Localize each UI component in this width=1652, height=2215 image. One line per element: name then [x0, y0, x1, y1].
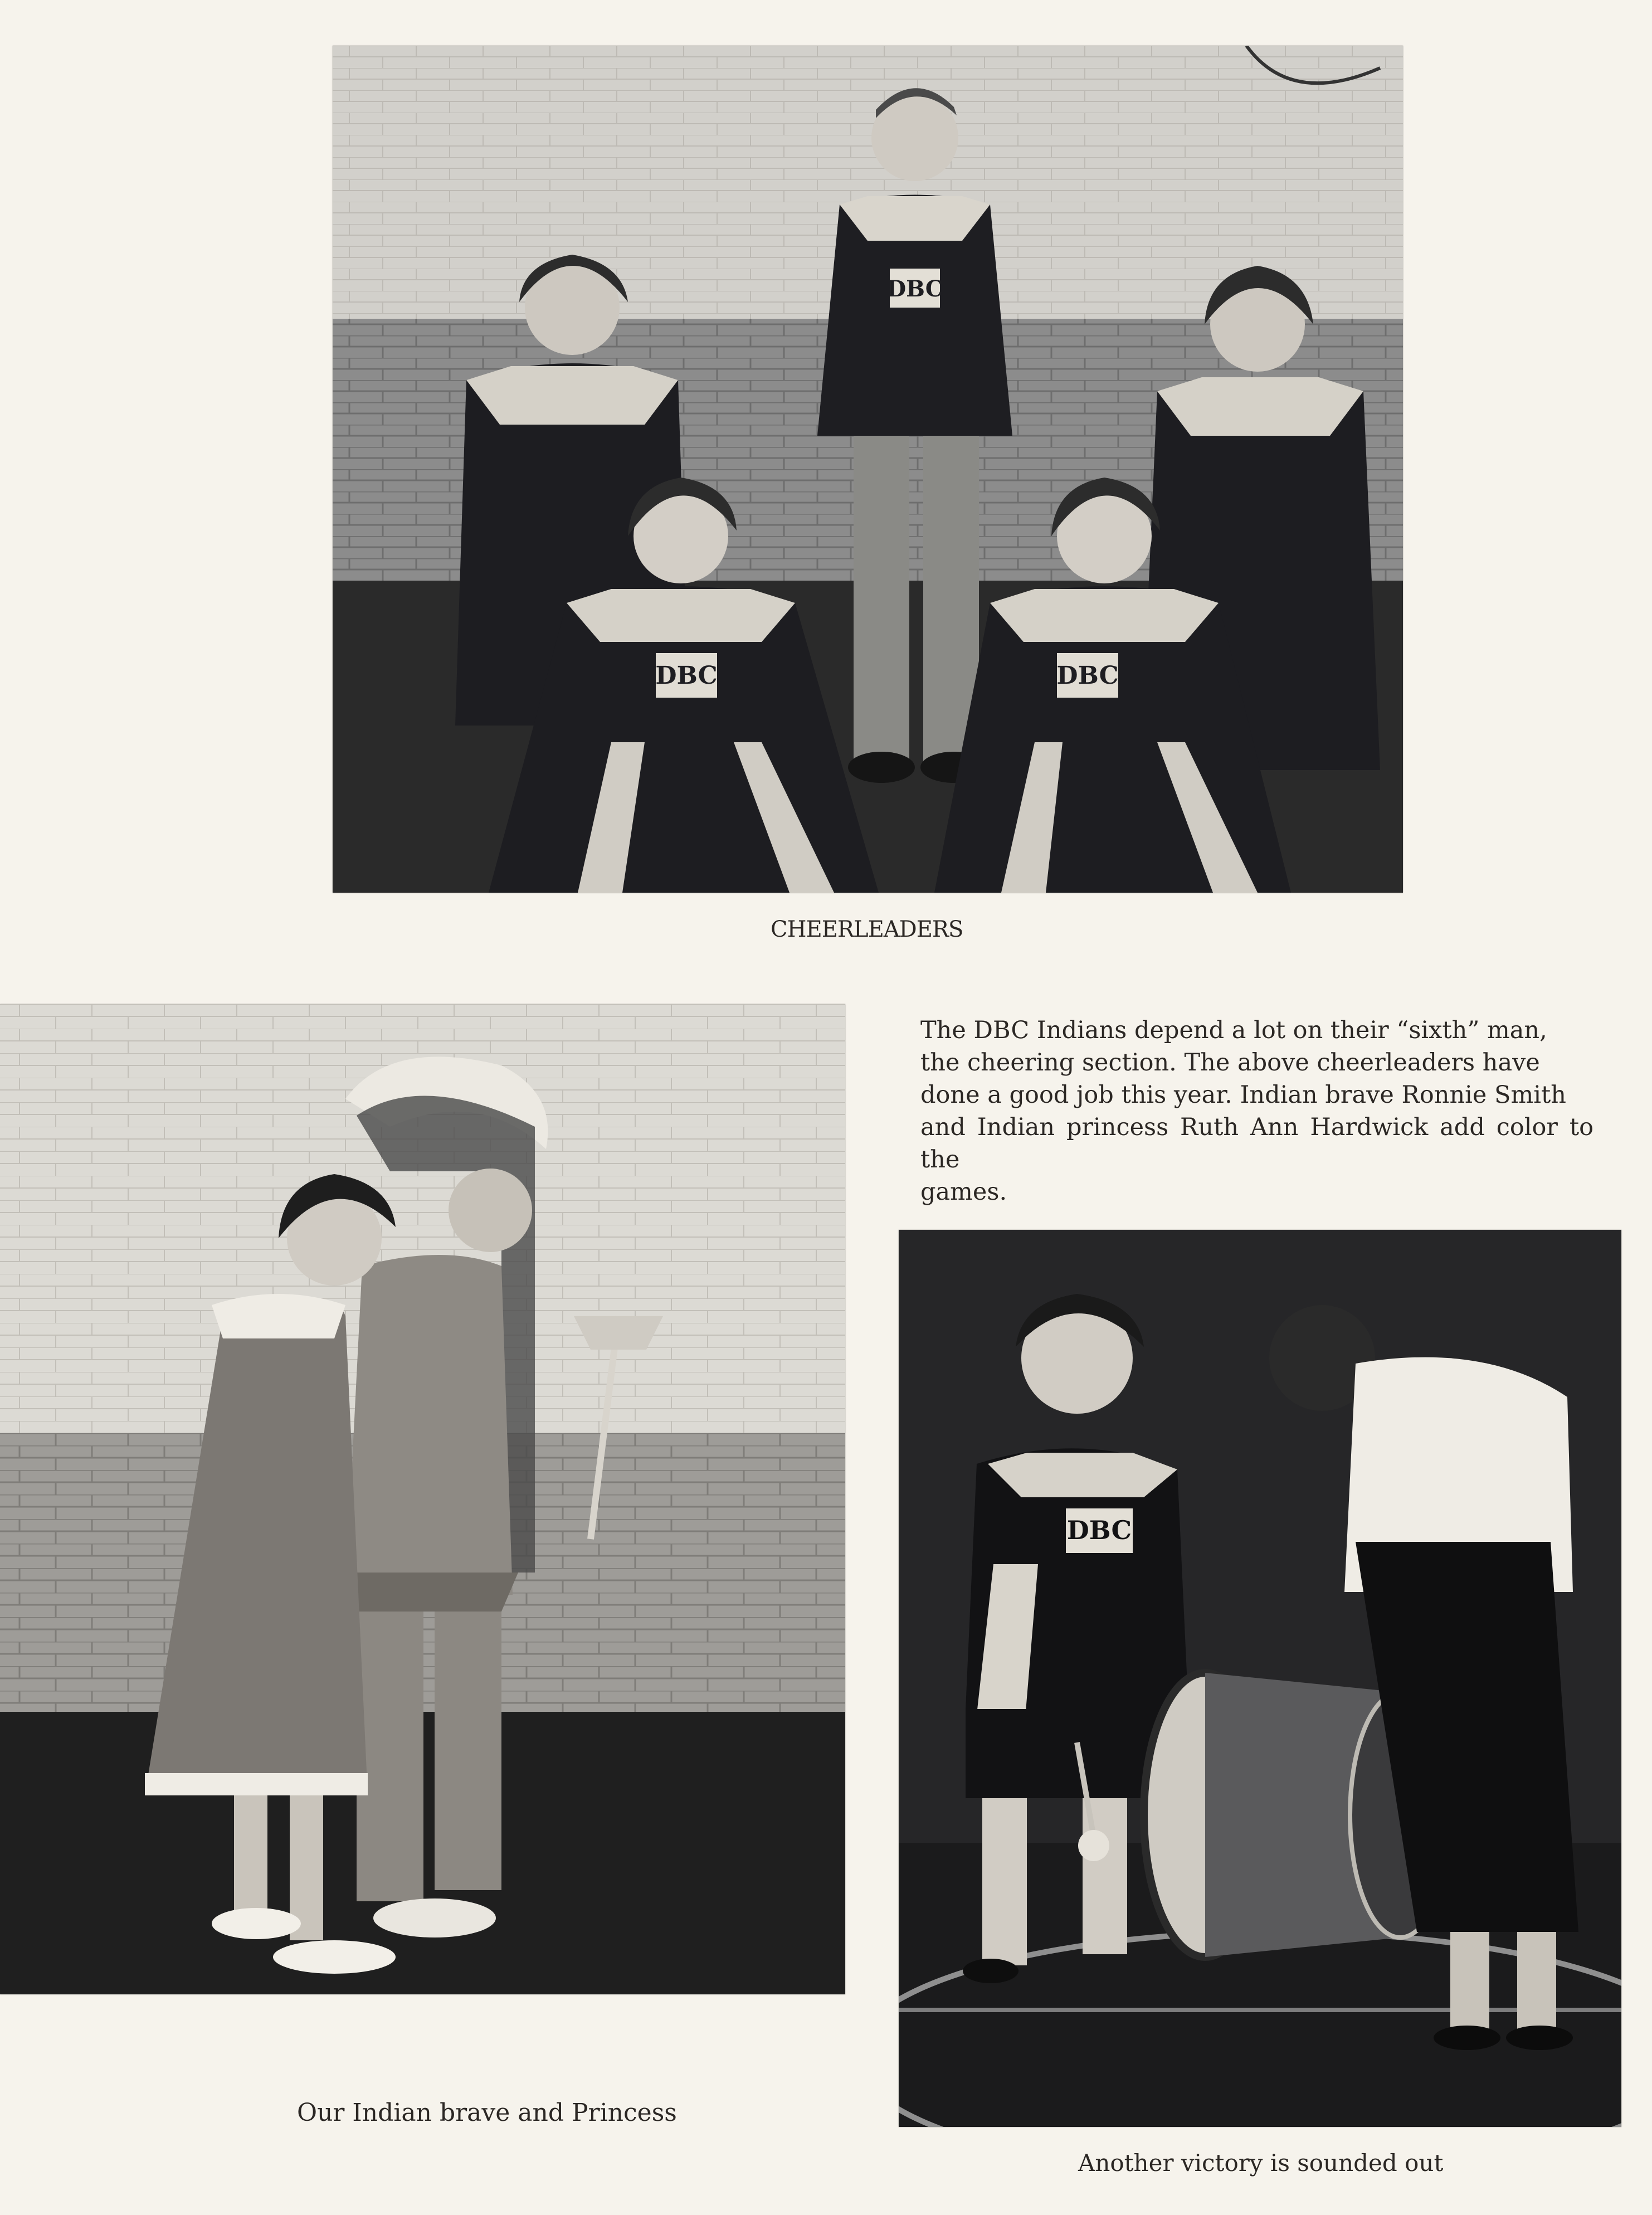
body-line-1: The DBC Indians depend a lot on their “sixth” man,	[920, 1016, 1547, 1044]
body-line-5: games.	[920, 1178, 1007, 1206]
drum-caption: Another victory is sounded out	[1078, 2149, 1444, 2177]
sweater-letters-front-right: DBC	[1056, 661, 1119, 690]
brave-princess-caption: Our Indian brave and Princess	[297, 2099, 677, 2127]
body-line-3: done a good job this year. Indian brave Ronnie Smith	[920, 1081, 1567, 1109]
sweater-letters-front-left: DBC	[655, 661, 718, 690]
cheerleaders-caption: CHEERLEADERS	[771, 917, 963, 942]
cheerleaders-photo	[333, 46, 1403, 893]
sweater-letters-drummer: DBC	[1066, 1515, 1132, 1545]
sweater-letters-boy: DBC	[886, 276, 943, 302]
body-line-2: the cheering section. The above cheerleaders have	[920, 1049, 1540, 1077]
drum-photo	[899, 1230, 1621, 2127]
body-line-4: and Indian princess Ruth Ann Hardwick add color to the	[920, 1113, 1593, 1174]
body-paragraph	[920, 1014, 1593, 1208]
brave-princess-photo	[0, 1004, 845, 1994]
